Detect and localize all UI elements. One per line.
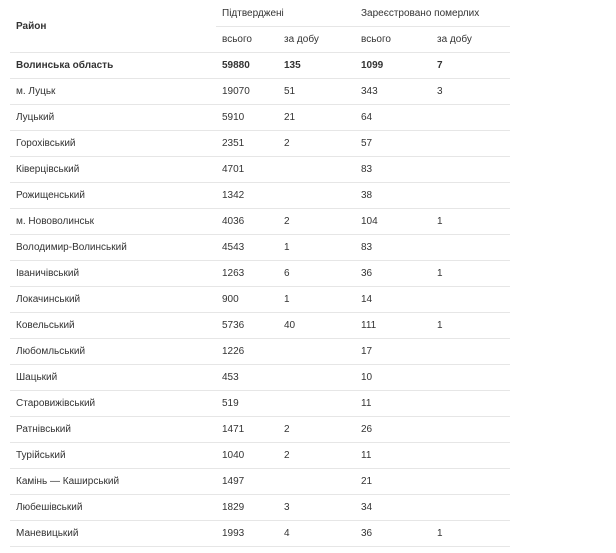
covid-stats-table bbox=[10, 0, 510, 547]
table-row bbox=[10, 287, 510, 313]
table-row bbox=[10, 391, 510, 417]
cell-district-name: Маневицький bbox=[10, 521, 216, 547]
cell-district-name: Любомльський bbox=[10, 339, 216, 365]
cell-confirmed-total: 4543 bbox=[216, 235, 278, 261]
cell-deaths-per-day: 1 bbox=[431, 313, 510, 339]
cell-deaths-total: 17 bbox=[355, 339, 431, 365]
cell-deaths-total: 26 bbox=[355, 417, 431, 443]
table-row bbox=[10, 469, 510, 495]
cell-confirmed-total: 900 bbox=[216, 287, 278, 313]
cell-deaths-per-day: 1 bbox=[431, 261, 510, 287]
cell-deaths-per-day bbox=[431, 417, 510, 443]
table-row bbox=[10, 157, 510, 183]
cell-deaths-total: 83 bbox=[355, 235, 431, 261]
cell-deaths-total: 11 bbox=[355, 391, 431, 417]
cell-deaths-per-day bbox=[431, 365, 510, 391]
table-row bbox=[10, 209, 510, 235]
cell-confirmed-total: 2351 bbox=[216, 131, 278, 157]
cell-confirmed-per-day: 3 bbox=[278, 495, 355, 521]
cell-confirmed-per-day: 21 bbox=[278, 105, 355, 131]
cell-deaths-per-day: 7 bbox=[431, 53, 510, 79]
cell-confirmed-per-day bbox=[278, 391, 355, 417]
cell-deaths-total: 343 bbox=[355, 79, 431, 105]
cell-confirmed-per-day: 2 bbox=[278, 417, 355, 443]
cell-deaths-total: 104 bbox=[355, 209, 431, 235]
table-row-total bbox=[10, 53, 510, 79]
cell-confirmed-per-day: 135 bbox=[278, 53, 355, 79]
cell-district-name: Волинська область bbox=[10, 53, 216, 79]
cell-deaths-total: 10 bbox=[355, 365, 431, 391]
cell-deaths-per-day bbox=[431, 105, 510, 131]
column-group-deaths: Зареєстровано померлих bbox=[355, 0, 510, 27]
column-header-confirmed-per-day: за добу bbox=[278, 27, 355, 53]
cell-deaths-per-day bbox=[431, 495, 510, 521]
cell-deaths-per-day bbox=[431, 131, 510, 157]
table-row bbox=[10, 131, 510, 157]
cell-district-name: Камінь — Каширський bbox=[10, 469, 216, 495]
column-header-confirmed-total: всього bbox=[216, 27, 278, 53]
cell-deaths-total: 36 bbox=[355, 261, 431, 287]
cell-confirmed-per-day bbox=[278, 469, 355, 495]
cell-confirmed-per-day: 4 bbox=[278, 521, 355, 547]
cell-deaths-per-day bbox=[431, 469, 510, 495]
cell-deaths-per-day bbox=[431, 183, 510, 209]
cell-confirmed-total: 19070 bbox=[216, 79, 278, 105]
cell-confirmed-total: 59880 bbox=[216, 53, 278, 79]
cell-district-name: Любешівський bbox=[10, 495, 216, 521]
cell-deaths-total: 36 bbox=[355, 521, 431, 547]
cell-district-name: м. Луцьк bbox=[10, 79, 216, 105]
cell-district-name: Шацький bbox=[10, 365, 216, 391]
table-body bbox=[10, 53, 510, 547]
table-row bbox=[10, 417, 510, 443]
cell-deaths-total: 34 bbox=[355, 495, 431, 521]
cell-confirmed-per-day: 6 bbox=[278, 261, 355, 287]
cell-deaths-total: 1099 bbox=[355, 53, 431, 79]
cell-confirmed-per-day bbox=[278, 339, 355, 365]
cell-deaths-total: 83 bbox=[355, 157, 431, 183]
cell-confirmed-per-day: 1 bbox=[278, 287, 355, 313]
header-row-groups bbox=[10, 0, 510, 27]
cell-district-name: Горохівський bbox=[10, 131, 216, 157]
cell-deaths-total: 111 bbox=[355, 313, 431, 339]
cell-district-name: Луцький bbox=[10, 105, 216, 131]
cell-deaths-per-day: 1 bbox=[431, 521, 510, 547]
cell-deaths-per-day: 1 bbox=[431, 209, 510, 235]
cell-district-name: Іваничівський bbox=[10, 261, 216, 287]
cell-confirmed-total: 1226 bbox=[216, 339, 278, 365]
cell-confirmed-total: 1263 bbox=[216, 261, 278, 287]
table-row bbox=[10, 521, 510, 547]
cell-confirmed-total: 1040 bbox=[216, 443, 278, 469]
table-row bbox=[10, 313, 510, 339]
table-container bbox=[10, 0, 510, 547]
cell-confirmed-per-day: 2 bbox=[278, 443, 355, 469]
cell-deaths-per-day bbox=[431, 157, 510, 183]
cell-deaths-per-day bbox=[431, 339, 510, 365]
cell-district-name: Старовижівський bbox=[10, 391, 216, 417]
cell-district-name: Ківерцівський bbox=[10, 157, 216, 183]
cell-confirmed-per-day bbox=[278, 183, 355, 209]
column-group-confirmed: Підтверджені bbox=[216, 0, 355, 27]
cell-district-name: Ратнівський bbox=[10, 417, 216, 443]
cell-confirmed-total: 5736 bbox=[216, 313, 278, 339]
cell-confirmed-per-day: 1 bbox=[278, 235, 355, 261]
table-row bbox=[10, 105, 510, 131]
cell-confirmed-total: 1993 bbox=[216, 521, 278, 547]
cell-confirmed-per-day: 2 bbox=[278, 209, 355, 235]
cell-deaths-per-day bbox=[431, 287, 510, 313]
cell-district-name: Ковельський bbox=[10, 313, 216, 339]
column-header-deaths-total: всього bbox=[355, 27, 431, 53]
cell-confirmed-total: 1829 bbox=[216, 495, 278, 521]
cell-confirmed-per-day: 2 bbox=[278, 131, 355, 157]
cell-confirmed-per-day bbox=[278, 157, 355, 183]
cell-confirmed-total: 1342 bbox=[216, 183, 278, 209]
cell-confirmed-total: 1497 bbox=[216, 469, 278, 495]
cell-confirmed-total: 4701 bbox=[216, 157, 278, 183]
cell-confirmed-per-day: 40 bbox=[278, 313, 355, 339]
cell-confirmed-per-day: 51 bbox=[278, 79, 355, 105]
cell-confirmed-total: 5910 bbox=[216, 105, 278, 131]
column-header-deaths-per-day: за добу bbox=[431, 27, 510, 53]
cell-deaths-total: 38 bbox=[355, 183, 431, 209]
cell-deaths-total: 14 bbox=[355, 287, 431, 313]
cell-confirmed-per-day bbox=[278, 365, 355, 391]
cell-district-name: Турійський bbox=[10, 443, 216, 469]
cell-confirmed-total: 453 bbox=[216, 365, 278, 391]
table-row bbox=[10, 495, 510, 521]
cell-deaths-per-day bbox=[431, 235, 510, 261]
table-header bbox=[10, 0, 510, 53]
cell-district-name: Локачинський bbox=[10, 287, 216, 313]
cell-district-name: Володимир-Волинський bbox=[10, 235, 216, 261]
cell-district-name: м. Нововолинськ bbox=[10, 209, 216, 235]
table-row bbox=[10, 443, 510, 469]
table-row bbox=[10, 365, 510, 391]
cell-deaths-per-day bbox=[431, 443, 510, 469]
cell-deaths-per-day: 3 bbox=[431, 79, 510, 105]
table-row bbox=[10, 235, 510, 261]
column-header-district: Район bbox=[10, 0, 216, 53]
cell-deaths-per-day bbox=[431, 391, 510, 417]
cell-district-name: Рожищенський bbox=[10, 183, 216, 209]
cell-confirmed-total: 519 bbox=[216, 391, 278, 417]
cell-confirmed-total: 4036 bbox=[216, 209, 278, 235]
cell-deaths-total: 21 bbox=[355, 469, 431, 495]
cell-deaths-total: 64 bbox=[355, 105, 431, 131]
table-row bbox=[10, 339, 510, 365]
table-row bbox=[10, 183, 510, 209]
table-row bbox=[10, 261, 510, 287]
cell-confirmed-total: 1471 bbox=[216, 417, 278, 443]
cell-deaths-total: 57 bbox=[355, 131, 431, 157]
table-row bbox=[10, 79, 510, 105]
cell-deaths-total: 11 bbox=[355, 443, 431, 469]
